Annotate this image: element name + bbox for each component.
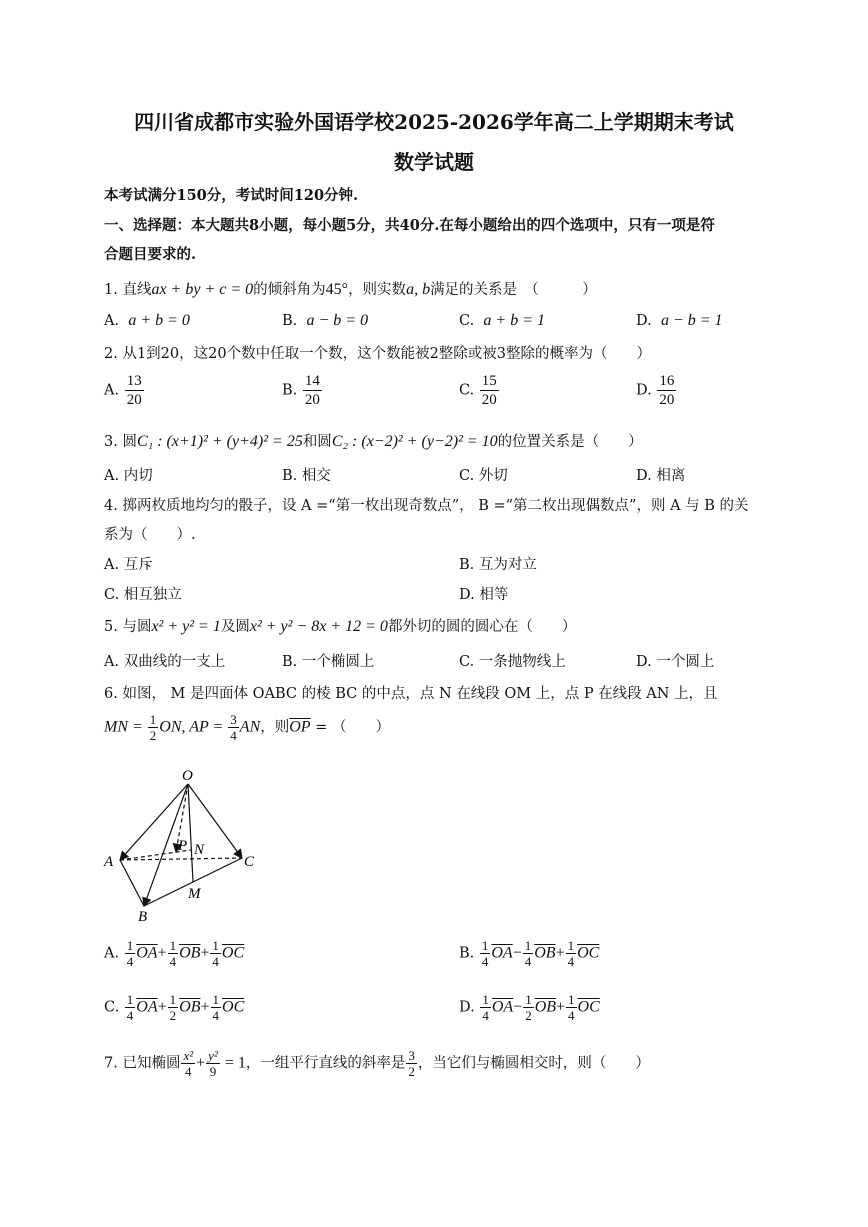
question-1: 1. 直线ax + by + c = 0的倾斜角为45°，则实数a, b满足的关系是 （ ） (104, 281, 597, 298)
q6-option-b[interactable]: B. $\frac{1}{4}$ $\overline{OA}-$ $\frac{1}{4}$ $\overline{OB}+$ $\frac{1}{4}$ $\overline{OC}$ (459, 938, 600, 969)
q5-option-b[interactable]: B. 一个椭圆上 (282, 654, 375, 670)
q3-option-c[interactable]: C. 外切 (459, 468, 508, 484)
question-2: 2. 从1到20，这20个数中任取一个数，这个数能被2整除或被3整除的概率为（ ） (104, 346, 652, 362)
q1-option-d[interactable]: D. a − b = 1 (636, 312, 723, 329)
q1-option-b[interactable]: B. a − b = 0 (282, 312, 369, 329)
q2-option-d[interactable]: D. $\frac{16}{20}$ (636, 373, 675, 408)
q4-option-c[interactable]: C. 相互独立 (104, 587, 182, 603)
label-b: B (138, 909, 148, 925)
exam-info: 本考试满分150分，考试时间120分钟. (104, 187, 359, 204)
question-4: 4. 掷两枚质地均匀的骰子，设 A =“第一枚出现奇数点”， B =“第二枚出现偶数点”，则 A 与 B 的关 (104, 498, 749, 514)
label-c: C (244, 854, 255, 870)
q5-option-c[interactable]: C. 一条抛物线上 (459, 654, 566, 670)
q4-option-b[interactable]: B. 互为对立 (459, 557, 537, 573)
edge-ac (120, 858, 242, 860)
q3-option-b[interactable]: B. 相交 (282, 468, 331, 484)
question-4-cont: 系为（ ）. (104, 527, 196, 543)
q5-option-a[interactable]: A. 双曲线的一支上 (104, 654, 226, 670)
question-6: 6. 如图， M 是四面体 OABC 的棱 BC 的中点，点 N 在线段 OM 上，点 P 在线段 AN 上，且 (104, 686, 718, 702)
q6-option-d[interactable]: D. $\frac{1}{4}$ $\overline{OA}-$ $\frac{1}{2}$ $\overline{OB}+$ $\frac{1}{4}$ $\overline{OC}$ (459, 992, 600, 1023)
q6-option-a[interactable]: A. $\frac{1}{4}$ $\overline{OA}+$ $\frac{1}{4}$ $\overline{OB}+$ $\frac{1}{4}$ $\overline{OC}$ (104, 938, 245, 969)
q3-option-d[interactable]: D. 相离 (636, 468, 686, 484)
question-3: 3. 圆C₁ : (x+1)² + (y+4)² = 25和圆C₂ : (x−2)² + (y−2)² = 10的位置关系是（ ） (104, 433, 643, 450)
exam-title: 四川省成都市实验外国语学校2025-2026学年高二上学期期末考试 (134, 110, 734, 134)
question-5: 5. 与圆x² + y² = 1及圆x² + y² − 8x + 12 = 0都外切的圆的圆心在（ ） (104, 618, 577, 635)
section-heading-cont: 合题目要求的. (104, 246, 197, 263)
q1-option-a[interactable]: A. a + b = 0 (104, 312, 190, 329)
section-heading: 一、选择题：本大题共8小题，每小题5分，共40分.在每小题给出的四个选项中，只有一项是符 (104, 217, 715, 234)
q2-option-b[interactable]: B. $\frac{14}{20}$ (282, 373, 320, 408)
tetrahedron-figure (100, 768, 270, 928)
exam-subtitle: 数学试题 (394, 150, 474, 174)
edge-ab (120, 860, 144, 906)
q4-option-a[interactable]: A. 互斥 (104, 557, 153, 573)
label-o: O (182, 768, 193, 784)
q3-option-a[interactable]: A. 内切 (104, 468, 153, 484)
edge-om (188, 784, 193, 882)
q2-option-c[interactable]: C. $\frac{15}{20}$ (459, 373, 497, 408)
label-n: N (194, 842, 205, 858)
q2-option-a[interactable]: A. $\frac{13}{20}$ (104, 373, 142, 408)
q5-option-d[interactable]: D. 一个圆上 (636, 654, 715, 670)
label-a: A (104, 854, 114, 870)
q4-option-d[interactable]: D. 相等 (459, 587, 509, 603)
label-p: P (178, 838, 188, 854)
label-m: M (188, 886, 201, 902)
question-6-condition: MN = $\frac{1}{2}$ ON, AP = $\frac{3}{4}$ AN，则$\overline{OP}$ = （ ） (104, 712, 390, 743)
question-7: 7. 已知椭圆 $\frac{\text{x²}}{4}$ + $\frac{\text{y²}}{9}$ = 1，一组平行直线的斜率是 $\frac{3}{2}$ ，当它们与椭圆相交时，则（ ） (104, 1048, 650, 1079)
q1-option-c[interactable]: C. a + b = 1 (459, 312, 545, 329)
q6-option-c[interactable]: C. $\frac{1}{4}$ $\overline{OA}+$ $\frac{1}{2}$ $\overline{OB}+$ $\frac{1}{4}$ $\overline{OC}$ (104, 992, 245, 1023)
